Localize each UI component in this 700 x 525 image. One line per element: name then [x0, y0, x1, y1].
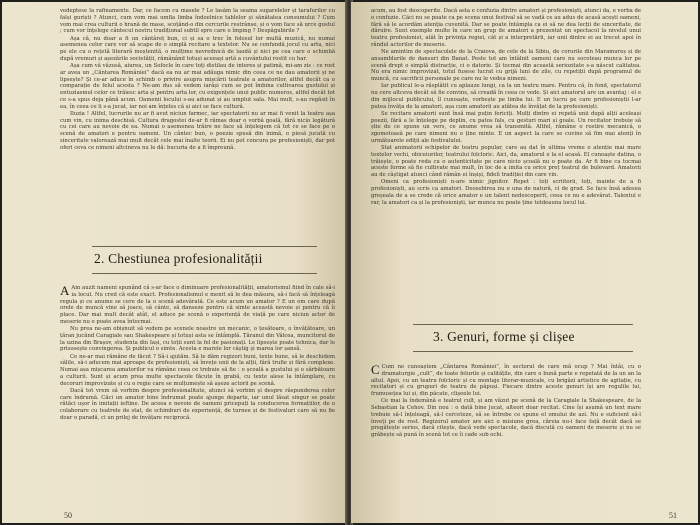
paragraph: C Cum ne cunoaștem „Cântarea României”, în sectorul de care mă ocup ? Mai întâi, cu o dramaturgie „cult”, de toate felurile și calitățile, din care o bună parte e repetată de la un an la altul. Apoi, cu un teatru folcloric și cu montaje literar-muzicale, cu brigăzi artistice de agitație, cu recitatori și cu grupuri de teatru de păpuși. Fiecare dintre aceste genuri își are regulile lui, frumusețea lui și, din păcate, clișeele lui.	[371, 362, 641, 397]
paragraph: Omeni ca profesioniști n-are nimic jignitor. Repet : toți scriitorii, toți, inainte de a fi profesioniști, au scris ca amatori. Deosebirea nu e una de natură, ci de grad. Se face însă adesea greșeala de a se crede că orice amator e un talent nedescoperit, ceea ce nu e adevărat. Talentul e rar, la amatori ca și la profesioniști, iar munca nu poate ține totdeauna locul lui.	[371, 179, 641, 206]
section-title: 3. Genuri, forme și clișee	[433, 329, 575, 344]
paragraph: Ne amintim de spectacolele de la Craiova, de cele de la Sibiu, de corurile din Maramureș și de ansamblurile de dansuri din Banat. Peste tot am întâlnit oameni care nu socoteau munca lor pe scenă drept o simplă distracție, ci o datorie. Și tocmai din această seriozitate s-a născut calitatea. Nu era nimic improvizat, totul fusese lucrat cu grijă luni de zile, cu repetiții după programul de muncă, cu sacrificii personale pe care nu le vedea nimeni.	[371, 49, 641, 82]
section-title: 2. Chestiunea profesionalității	[94, 251, 263, 266]
paragraph: Ce ne-ar mai rămâne de făcut ? Să-i ajutăm. Să le dăm regizori buni, texte bune, să le deschidem sălile, să-i aducem mai aproape de profesioniști, să învețe unii de la alții, fără trufie și fără complexe. Numai așa mișcarea amatorilor va rămâne ceea ce trebuie să fie : o școală a gustului și o sărbătoare a culturii. Sunt și acum prea multe spectacole făcute în grabă, cu texte alese la întâmplare, cu decoruri improvizate și cu o regie care se mulțumește să așeze actorii pe scenă.	[60, 353, 335, 387]
paragraph: Așa că, nu doar a fi un cântăreț bun, ci și sa o trec în folosul lor multă muzică, nu numai asemenea celor care vor să scape de o simplă recitare a textelor. Nu se confundă jocul cu arta, nici pe ele cu o rețetă literară moștenită, o mulțime nevrednică de laudă și nici pe cea care o schimbă după vremuri și așezările societății, rămânând totuși aceeași artă a cuvântului rostit cu har.	[60, 35, 335, 62]
section-rule-top	[413, 324, 633, 325]
page-number: 50	[64, 511, 72, 520]
paragraph: vedeptese la rafinamente. Dar, ce facem cu masele ? Le lasăm la seama sugarelelor și tarafurilor cu falși guriști ? Atunci, cum vom mai umfla limba îndoelnice tablelor și sănătatea consumului ? Cum vom mai crea culturii o hrană de mase, scoțând-o din cercurile restrânse, și o vom face să urce gustul ; cum vor înțelege cântecul nostru tradițional subtil spre care o împing ? Despăgubirile ?	[60, 8, 335, 35]
paragraph: Dacă tot vrem să vorbim despre profesionalitate, atunci să vorbim și despre răspunderea celor care îndrumă. Căci un amator bine îndrumat poate ajunge departe, iar unul lăsat singur se poate rătăci ușor în imitații ieftine. De aceea e nevoie de oameni pricepuți la conducerea formațiilor, de o colaborare cu teatrele de stat, de schimburi de experiență, de turnee și de festivaluri care să nu fie doar o paradă, ci un prilej de învățare reciprocă.	[60, 387, 335, 421]
paragraph: Iluzia ! Altfel, lucrurile nu ar fi avut niciun farmec, iar spectatorii nu ar mai fi venit la teatru așa cum vin, cu inima deschisă. Cultura dragostei de-ar fi rămas doar o vorbă goală, fără nicio legătură cu cei care au nevoie de ea. Numai o asemenea trăire ne face să înțelegem că tot ce se face pe o scenă de amatori e pentru oameni. Un cântec bun, o poezie spusă din inimă, o piesă jucată cu sinceritate valorează mai mult decât cele mai înalte teorii. Ei nu pot concura pe profesioniști, dar pot oferi ceva ce nimeni altcineva nu le dă: bucuria de a fi împreună.	[60, 110, 335, 151]
section-rule-top	[92, 246, 317, 247]
left-page	[2, 2, 347, 523]
paragraph: Așa cum vă văzusă, aiurea, un Sofocle în care toți distilau de interes și patimă, mi-am zis : ce rost ar avea un „Cântarea României” dacă ea nu ar mai adăuga nimic din ceea ce ne dau amatorii și ne lipsește? Și ce-ar aduce în schimb o privire asupra mișcării teatrale a amatorilor, altfel decât ca o comparație de felul acesta ? Ne-am dus să vedem iarăși cum se pot îmbina cultivarea gustului și entuziasmul celor ce trăiesc arta și pentru arta lor, cu exigențele unui public numeros, altfel decât tot ce s-a spus deja până acum. Oamenii locului s-au adunat și au umplut sala. Mai mult, s-au regăsit în ea, în ceea ce li s-a jucat, iar noi am înțeles că și aici se face cultură.	[60, 63, 335, 110]
paragraph: Iar publicul le-a răsplătit cu aplauze lungi, ca la un teatru mare. Pentru că, în fond, spectatorul nu cere altceva decât să fie convins, să creadă în ceea ce vede. Și aici amatorul are un avantaj : el e din mijlocul publicului, îl cunoaște, vorbește pe limba lui. E un lucru pe care profesioniștii l-ar putea învăța de la amatori, așa cum amatorii au atâtea de învățat de la profesioniști.	[371, 83, 641, 110]
section-rule-bottom	[92, 273, 317, 274]
paragraph: Stat animatorii echipelor de teatru popular, care au dat în ultima vreme o atenție mai mare textelor vechi, obiceiurilor, teatrului folcloric. Aici, da, amatorul e la el acasă. El cunoaște datina, o trăiește, o poate reda cu o autenticitate pe care nicio școală nu o poate da. Ar fi bine ca tocmai aceste forme să fie cultivate mai mult, în loc de a imita cu orice preț teatrul de bulevard. Amatorii au de câștigat atunci când rămân ei înșiși, fideli tradiției din care vin.	[371, 145, 641, 178]
right-text-top	[371, 8, 641, 207]
right-text-bottom	[371, 364, 641, 439]
right-page	[351, 2, 698, 523]
section-rule-bottom	[413, 351, 633, 352]
page-number: 51	[669, 511, 677, 520]
paragraph: Ce mai la îndemână e teatrul cult, și am văzut pe scenă de la Caragiale la Shakespeare, de la Sebastian la Cehov. Din nou : o dată bine jucat, alteori doar recitat. Cine își asumă un text mare trebuie să-l înțeleagă, să-l cerceteze, să se întrebe ce spune el omului de azi. Nu e suficient să-l înveți pe de rost. Regizorul amator are aici o misiune grea, căreia nu-i face față decât dacă se pregătește serios, dacă citește, dacă vede spectacole, dacă discută cu oameni de meserie și nu se grăbește să pună în scenă tot ce îi cade sub ochi.	[371, 398, 641, 438]
left-text-bottom	[60, 285, 335, 422]
paragraph: Nu prea ne-am obișnuit să vedem pe scenele noastre un mecanic, o țesătoare, o învățătoare, un țăran jucând Caragiale sau Shakespeare și totuși asta se întâmplă. Țăranul din Vâlcea, muncitorul de la uzina din Brașov, studenta din Iași, cu toții sunt la fel de pasionați. Le lipsește poate tehnica, dar le prisosește convingerea. Și publicul o simte. Acesta e marele lor câștig și marea lor șansă.	[60, 326, 335, 353]
drop-cap: C	[371, 362, 380, 377]
left-text-top	[60, 8, 335, 152]
drop-cap: A	[60, 283, 70, 298]
paragraph: acum, au fost descoperite. Dacă asta e confuzia dintre amatori și profesioniști, atunci da, e vorba de o confuzie. Căci nu se poate ca pe scena unui festival să se vadă ce au adus de acasă acești oameni, fără să le acordăm atenția cuvenită. Dar se poate întâmpla ca ei să ne dea lecții de sinceritate, de dăruire. Sunt exemple multe în care un grup de amatori a prezentat un spectacol la nivelul unui teatru profesionist, atât în privința regiei, cât și a interpretării, iar unii dintre ei au trecut apoi în rândul actorilor de meserie.	[371, 8, 641, 48]
paragraph: Se recitare amatorii sunt însă mai puțin fericiți. Mulți dintre ei repetă unii după alții aceleași poezii, fără a le înțelege pe deplin, cu patos fals, cu gesturi mari și goale. Un recitator trebuie să știe de ce spune un vers, ce anume vrea să transmită. Altfel, rămâne o rostire mecanică, o zgomotoasă pe care nimeni nu o ține minte. E un aspect la care se cuvine să fim mai atenți în următoarele ediții ale festivalului.	[371, 110, 641, 144]
paragraph: A Am auzit nameni spunând că s-ar face o diminuare profesionalității, amatorismul fiind în cale să-i ia locul. Nu cred că este exact. Profesionalismul e menit să le dea măsura, să-i facă să înțeleagă regula și ce anume se cere de la o scenă adevărată. Ce este acum un amator ? E un om care după orele de muncă vine să joace, să cânte, să danseze pentru că simte această nevoie și pentru că îi place. Dar mai mult decât atât, el aduce pe scenă o experiență de viață pe care niciun actor de meserie nu o poate avea întocmai.	[60, 283, 335, 325]
